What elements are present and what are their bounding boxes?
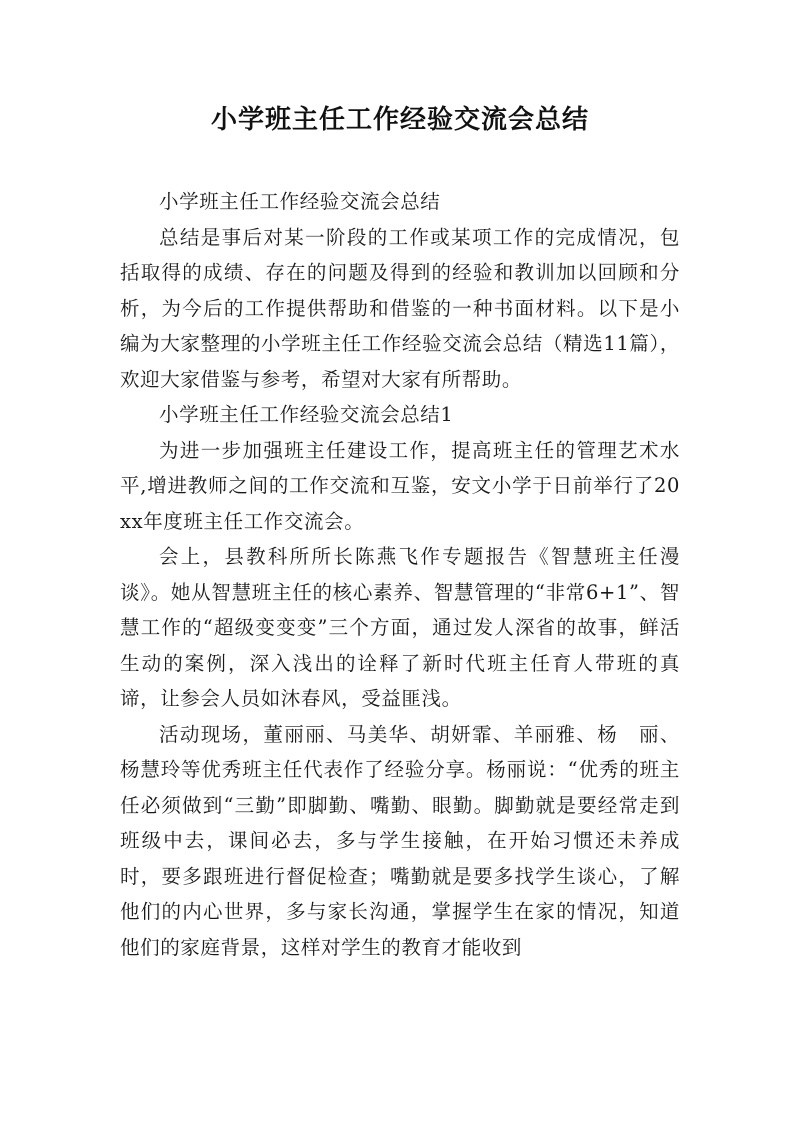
document-title: 小学班主任工作经验交流会总结 <box>210 105 589 135</box>
document-body <box>120 184 680 965</box>
paragraph-section-heading: 小学班主任工作经验交流会总结1 <box>159 403 454 426</box>
paragraph-subtitle: 小学班主任工作经验交流会总结 <box>159 190 441 213</box>
paragraph-intro: 总结是事后对某一阶段的工作或某项工作的完成情况，包括取得的成绩、存在的问题及得到的经验和教训加以回顾和分析，为今后的工作提供帮助和借鉴的一种书面材料。以下是小编为大家整理的小学班主任工作经验交流会总结（精选11篇），欢迎大家借鉴与参考，希望对大家有所帮助。 <box>120 225 680 391</box>
paragraph-sharing: 活动现场，董丽丽、马美华、胡妍霏、羊丽雅、杨 丽、杨慧玲等优秀班主任代表作了经验分享。杨丽说：“优秀的班主任必须做到“三勤”即脚勤、嘴勤、眼勤。脚勤就是要经常走到班级中去，课间必去，多与学生接触，在开始习惯还未养成时，要多跟班进行督促检查；嘴勤就是要多找学生谈心，了解他们的内心世界，多与家长沟通，掌握学生在家的情况，知道他们的家庭背景，这样对学生的教育才能收到 <box>120 722 680 959</box>
paragraph-event: 为进一步加强班主任建设工作，提高班主任的管理艺术水平,增进教师之间的工作交流和互鉴，安文小学于日前举行了20xx年度班主任工作交流会。 <box>120 438 680 533</box>
paragraph-report: 会上，县教科所所长陈燕飞作专题报告《智慧班主任漫谈》。她从智慧班主任的核心素养、智慧管理的“非常6+1”、智慧工作的“超级变变变”三个方面，通过发人深省的故事，鲜活生动的案例，深入浅出的诠释了新时代班主任育人带班的真谛，让参会人员如沐春风，受益匪浅。 <box>120 545 680 710</box>
